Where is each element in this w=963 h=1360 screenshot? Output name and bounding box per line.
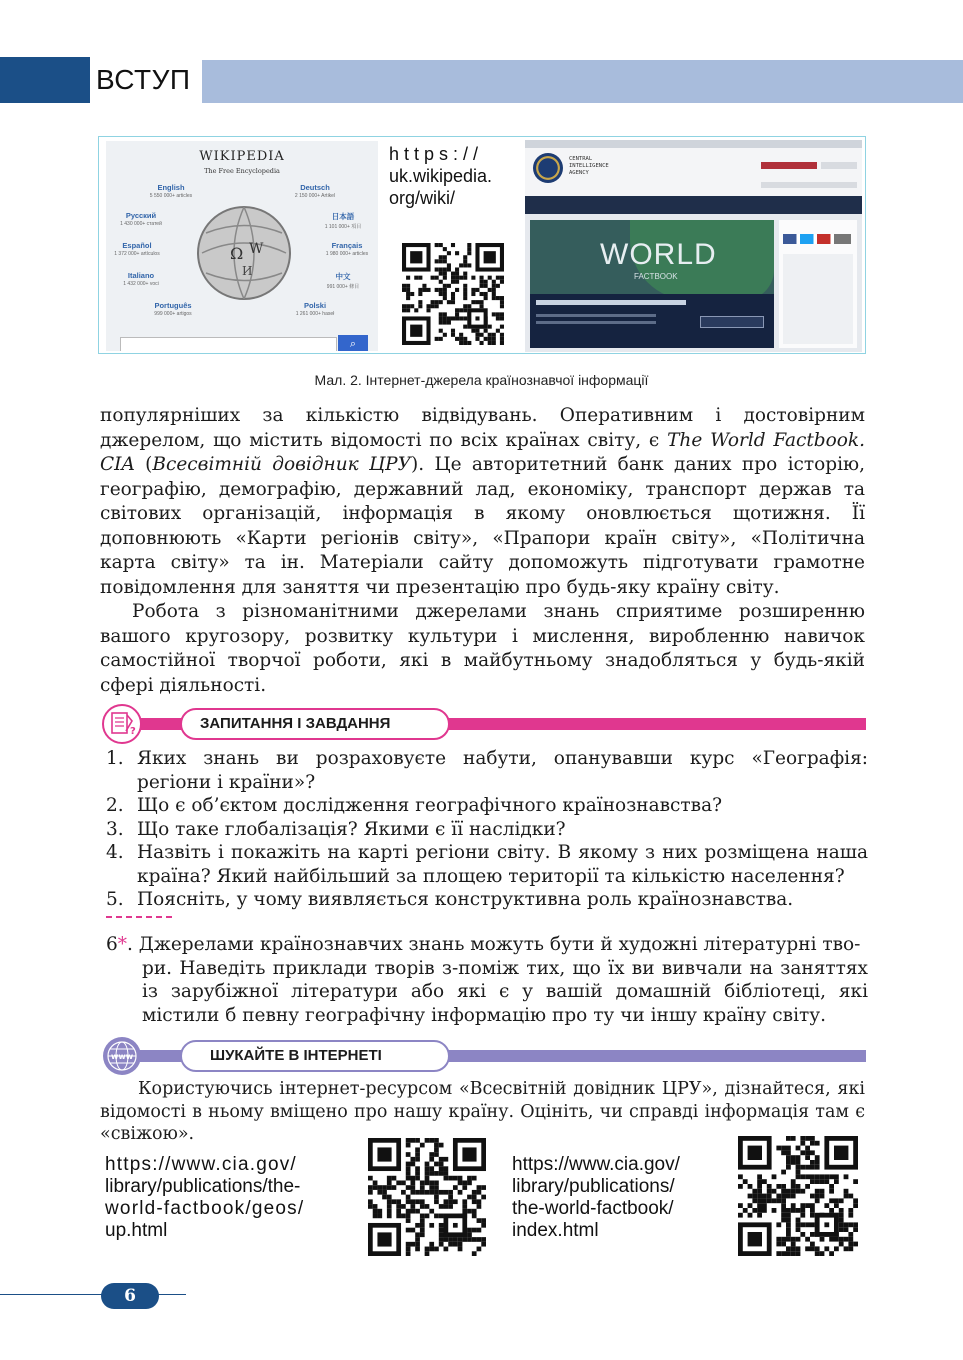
www-globe-icon xyxy=(101,1035,143,1077)
wiki-lang-2[interactable]: Русский 1 430 000+ статей xyxy=(120,211,162,227)
list-item: 3. Що таке глобалізація? Якими є її наслідки? xyxy=(106,818,566,840)
wiki-lang-9[interactable]: Polski 1 261 000+ haseł xyxy=(295,301,335,317)
wikipedia-search-input[interactable] xyxy=(120,337,337,351)
list-item: 1. Яких знань ви розраховуєте набути, опанувавши курс «Географія: регіони і країни»? xyxy=(106,748,868,793)
questions-list xyxy=(106,747,868,912)
list-item: 2. Що є об’єктом дослідження географічного країнознавства? xyxy=(106,795,723,816)
qr-code-cia-index xyxy=(733,1136,863,1256)
advanced-task-divider xyxy=(106,916,172,918)
figure-caption: Мал. 2. Інтернет-джерела країнознавчої інформації xyxy=(314,372,649,388)
svg-text:W: W xyxy=(249,241,264,257)
svg-text:?: ? xyxy=(130,726,136,737)
banner-news-bar xyxy=(530,294,774,348)
svg-text:Ω: Ω xyxy=(230,244,244,263)
notebook-question-icon xyxy=(101,703,143,745)
banner-subtitle: FACTBOOK xyxy=(634,272,678,281)
wiki-lang-8[interactable]: Português 999 000+ artigos xyxy=(154,301,192,317)
wikipedia-screenshot xyxy=(106,141,378,351)
internet-task-text: Користуючись інтернет-ресурсом «Всесвітній довідник ЦРУ», дізнайтеся, які відомості в ньому вміщено про нашу країну. Оцініть, чи справді інформація там є «свіжою». xyxy=(100,1079,865,1144)
svg-text:www: www xyxy=(111,1052,134,1061)
chapter-title: ВСТУП xyxy=(96,64,191,95)
cia-red-button[interactable] xyxy=(761,162,817,169)
cia-social-sidebar xyxy=(779,220,857,348)
wiki-lang-0[interactable]: English 5 550 000+ articles xyxy=(149,183,193,199)
cia-factbook-screenshot xyxy=(525,140,862,352)
browser-tabs xyxy=(525,140,862,148)
wikipedia-url: https:// uk.wikipedia. org/wiki/ xyxy=(389,144,493,208)
wikipedia-search-button[interactable] xyxy=(338,335,368,351)
questions-section-title: ЗАПИТАННЯ І ЗАВДАННЯ xyxy=(180,708,450,740)
figure-internet-sources xyxy=(98,136,866,354)
header-band xyxy=(202,60,963,103)
question-6-advanced: 6*. Джерелами країнознавчих знань можуть бути й художні літературні тво- ри. Наведіть приклади творів з-поміж тих, що їх ви вивчали на заняттях із зарубіжної літератури або які є у вашій домашній бібліотеці, які містили б певну географічну інформацію про ту чи іншу країну світу. xyxy=(106,934,868,1026)
wiki-lang-4[interactable]: Español 1 372 000+ artículos xyxy=(114,241,160,257)
cia-nav-bar xyxy=(525,196,862,214)
cia-seal-icon xyxy=(533,153,563,183)
svg-text:И: И xyxy=(242,264,253,278)
wiki-lang-7[interactable]: 中文 991 000+ 條目 xyxy=(326,272,360,290)
header-accent-block xyxy=(0,57,90,103)
cia-country-url[interactable]: https://www.cia.gov/ library/publications/the- world-factbook/geos/ up.html xyxy=(105,1154,305,1241)
cia-search-field[interactable] xyxy=(761,182,857,188)
search-icon: ⌕ xyxy=(349,337,357,350)
wiki-lang-3[interactable]: 日本語 1 101 000+ 項目 xyxy=(324,212,362,230)
banner-title: WORLD xyxy=(600,238,717,271)
internet-section-title: ШУКАЙТЕ В ІНТЕРНЕТІ xyxy=(180,1040,450,1072)
qr-code-wikipedia xyxy=(399,243,507,345)
wiki-lang-6[interactable]: Italiano 1 432 000+ voci xyxy=(123,271,159,287)
world-factbook-banner[interactable] xyxy=(530,220,774,348)
wikipedia-tagline: The Free Encyclopedia xyxy=(204,167,280,175)
list-item: 5. Поясніть, у чому виявляється конструктивна роль країнознавства. xyxy=(106,889,794,910)
qr-code-cia-country xyxy=(362,1138,492,1256)
cia-agency-name: CENTRAL INTELLIGENCE AGENCY xyxy=(569,156,609,176)
wikipedia-globe-icon xyxy=(194,203,294,303)
cia-factbook-index-url[interactable]: https://www.cia.gov/ library/publications/ the-world-factbook/ index.html xyxy=(512,1154,680,1241)
list-item: 4. Назвіть і покажіть на карті регіони світу. В якому з них розміщена наша країна? Який найбільший за площею території та кількістю населення? xyxy=(106,842,868,887)
wiki-lang-5[interactable]: Français 1 980 000+ articles xyxy=(325,241,369,257)
wikipedia-logo-title: WIKIPEDIA xyxy=(199,149,285,164)
wiki-lang-1[interactable]: Deutsch 2 150 000+ Artikel xyxy=(294,183,336,199)
paragraph-sources-work: Робота з різноманітними джерелами знань сприятиме розширенню вашого кругозору, розвитку культури і мислення, виробленню навичок самостійної творчої роботи, які в майбутньому знадобляться у будь-якій сфері діяльності. xyxy=(100,601,865,696)
cia-menu-button[interactable] xyxy=(821,162,857,169)
page-number: 6 xyxy=(101,1283,159,1309)
paragraph-world-factbook: популярніших за кількістю відвідувань. Оперативним і достовірним джерелом, що містить відомості по всіх країнах світу, є The World Factbook. CIA (Всесвітній довідник ЦРУ). Це авторитетний банк даних про історію, географію, демографію, державний лад, економіку, транспорт держав та світових організацій, інформація в якому оновлюється щотижня. Її доповнюють «Карти регіонів світу», «Прапори країн світу», «Політична карта світу» та ін. Матеріали сайту допоможуть підготувати грамотне повідомлення для заняття чи презентацію про будь-яку країну світу. xyxy=(100,405,865,598)
